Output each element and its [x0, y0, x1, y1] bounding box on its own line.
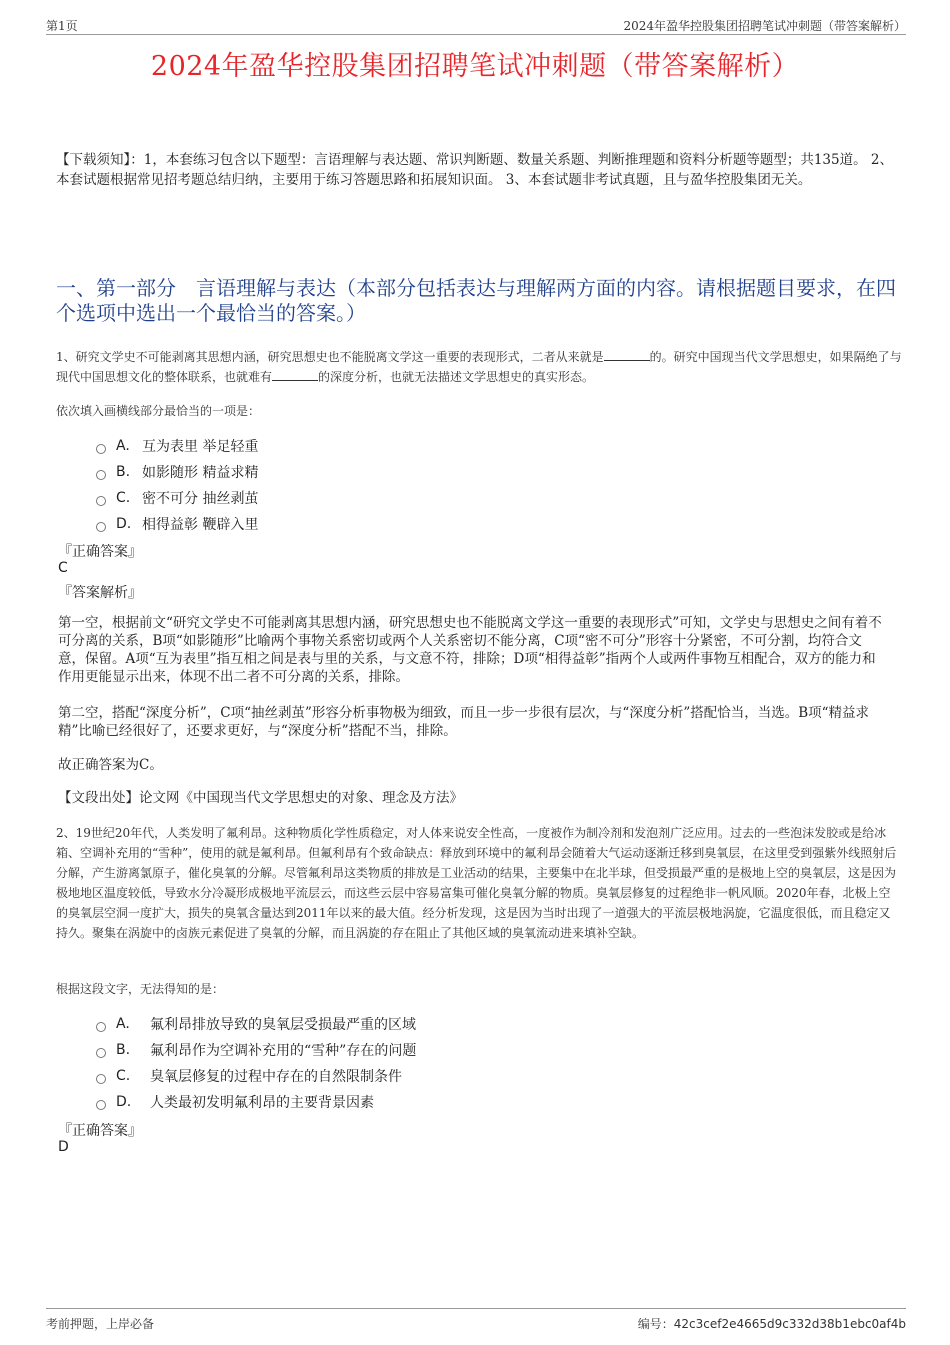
analysis-paragraph-1: 第一空，根据前文“研究文学史不可能剥离其思想内涵，研究思想史也不能脱离文学这一重要的表现形式”可知，文学史与思想史之间有着不可分离的关系，B项“如影随形”比喻两个事物关系密切或两个人关系密切不能分离，C项“密不可分”形容十分紧密，不可分割，均符合文意，保留。A项“互为表里”指互相之间是表与里的关系，与文意不符，排除；D项“相得益彰”指两个人或两件事物互相配合，双方的能力和作用更能显示出来，体现不出二者不可分离的关系，排除。 — [58, 615, 882, 685]
question-1-instruction: 依次填入画横线部分最恰当的一项是： — [56, 404, 261, 418]
answer-label: 『正确答案』 — [58, 1123, 142, 1139]
radio-icon[interactable] — [96, 1022, 106, 1032]
fill-blank — [604, 348, 650, 361]
page-footer — [46, 1308, 906, 1333]
question-2-text: 2、19世纪20年代，人类发明了氟利昂。这种物质化学性质稳定，对人体来说安全性高，一度被作为制冷剂和发泡剂广泛应用。过去的一些泡沫发胶或是给冰箱、空调补充用的“雪种”，使用的就是氟利昂。但氟利昂有个致命缺点：释放到环境中的氟利昂会随着大气运动逐渐迁移到臭氧层，在这里受到强紫外线照射后分解，产生游离氯原子，催化臭氧的分解。尽管氟利昂这类物质的排放是工业活动的结果，主要集中在北半球，但受损最严重的是极地上空的臭氧层，这是因为极地地区温度较低，导致水分冷凝形成极地平流层云，而这些云层中容易富集可催化臭氧分解的物质。臭氧层修复的过程绝非一帆风顺。2020年春，北极上空的臭氧层空洞一度扩大，损失的臭氧含量达到2011年以来的最大值。经分析发现，这是因为当时出现了一道强大的平流层极地涡旋，它温度很低，而且稳定又持久。聚集在涡旋中的卤族元素促进了臭氧的分解，而且涡旋的存在阻止了其他区域的臭氧流动进来填补空缺。 — [56, 826, 897, 940]
question-1-text-a: 1、研究文学史不可能剥离其思想内涵，研究思想史也不能脱离文学这一重要的表现形式，二者从来就是 — [56, 350, 604, 364]
radio-icon[interactable] — [96, 444, 106, 454]
option-a[interactable]: A. 互为表里 举足轻重 — [96, 433, 258, 459]
download-notice: 【下载须知】：1，本套练习包含以下题型：言语理解与表达题、常识判断题、数量关系题、判断推理题和资料分析题等题型；共135道。 2、本套试题根据常见招考题总结归纳，主要用于练习答题思路和拓展知识面。 3、本套试题非考试真题，且与盈华控股集团无关。 — [56, 152, 893, 188]
section-title: 一、第一部分 言语理解与表达（本部分包括表达与理解两方面的内容。请根据题目要求，在四个选项中选出一个最恰当的答案。） — [56, 276, 896, 325]
question-1-text — [56, 347, 902, 387]
analysis-paragraph-2: 第二空，搭配“深度分析”，C项“抽丝剥茧”形容分析事物极为细致，而且一步一步很有层次，与“深度分析”搭配恰当，当选。B项“精益求精”比喻已经很好了，还要求更好，与“深度分析”搭配不当，排除。 — [58, 705, 870, 739]
passage-source: 【文段出处】论文网《中国现当代文学思想史的对象、理念及方法》 — [58, 790, 463, 806]
answer-label: 『正确答案』 — [58, 544, 142, 560]
analysis-label: 『答案解析』 — [58, 585, 142, 601]
option-d[interactable]: D. 人类最初发明氟利昂的主要背景因素 — [96, 1089, 416, 1115]
question-2-options — [96, 1011, 416, 1115]
question-2-instruction: 根据这段文字，无法得知的是： — [56, 982, 225, 996]
radio-icon[interactable] — [96, 496, 106, 506]
radio-icon[interactable] — [96, 1048, 106, 1058]
option-c[interactable]: C. 密不可分 抽丝剥茧 — [96, 485, 258, 511]
page-header — [46, 14, 906, 35]
page-number: 第1页 — [46, 19, 78, 33]
header-doc-title: 2024年盈华控股集团招聘笔试冲刺题（带答案解析） — [623, 19, 906, 33]
document-title: 2024年盈华控股集团招聘笔试冲刺题（带答案解析） — [150, 51, 800, 82]
option-a[interactable]: A. 氟利昂排放导致的臭氧层受损最严重的区域 — [96, 1011, 416, 1037]
fill-blank — [272, 368, 318, 381]
correct-answer: D — [58, 1139, 69, 1155]
radio-icon[interactable] — [96, 470, 106, 480]
question-1-options — [96, 433, 258, 537]
option-b[interactable]: B. 如影随形 精益求精 — [96, 459, 258, 485]
question-1-text-b: 的。研究中国现当代文学思想史，如果隔绝了与现代中国思想文化的整体联系，也就难有 — [56, 350, 902, 384]
correct-answer: C — [58, 560, 68, 576]
option-b[interactable]: B. 氟利昂作为空调补充用的“雪种”存在的问题 — [96, 1037, 416, 1063]
option-d[interactable]: D. 相得益彰 鞭辟入里 — [96, 511, 258, 537]
radio-icon[interactable] — [96, 1100, 106, 1110]
option-c[interactable]: C. 臭氧层修复的过程中存在的自然限制条件 — [96, 1063, 416, 1089]
document-code: 编号：42c3cef2e4665d9c332d38b1ebc0af4b — [637, 1317, 906, 1331]
radio-icon[interactable] — [96, 1074, 106, 1084]
footer-slogan: 考前押题，上岸必备 — [46, 1317, 155, 1331]
question-1-text-c: 的深度分析，也就无法描述文学思想史的真实形态。 — [318, 370, 595, 384]
radio-icon[interactable] — [96, 522, 106, 532]
analysis-conclusion: 故正确答案为C。 — [58, 757, 163, 773]
